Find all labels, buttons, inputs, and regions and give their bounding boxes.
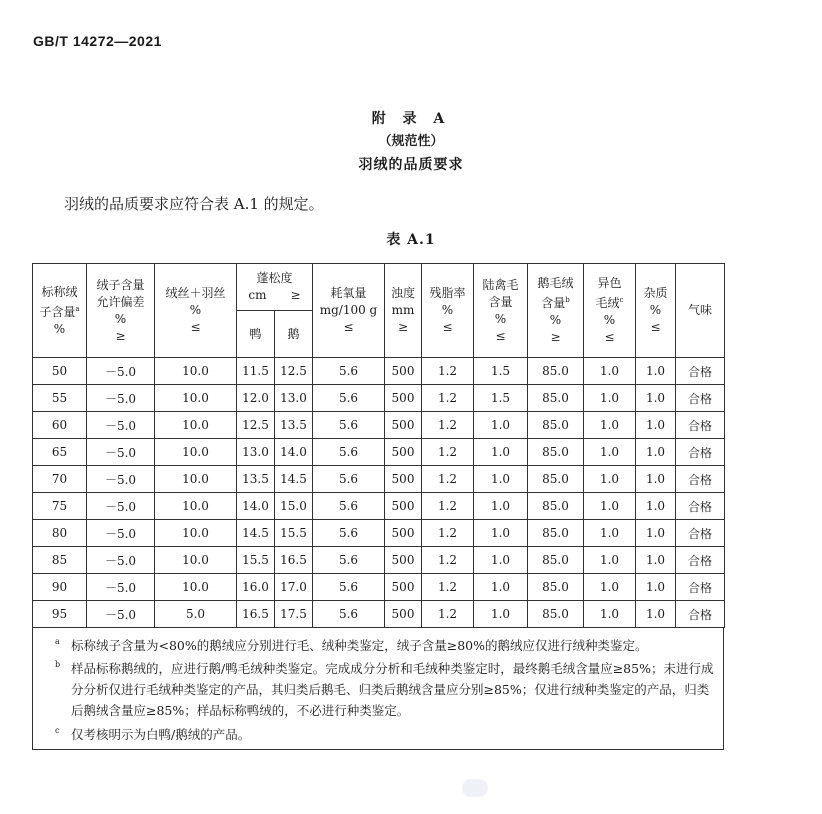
table-cell: 75: [33, 493, 87, 520]
table-cell: 14.0: [275, 439, 313, 466]
table-cell: 1.0: [474, 601, 528, 628]
table-cell: 10.0: [155, 547, 237, 574]
table-cell: 95: [33, 601, 87, 628]
table-cell: 1.0: [636, 574, 676, 601]
table-cell: 15.5: [275, 520, 313, 547]
table-cell: 合格: [676, 412, 725, 439]
header-goose: 鹅: [275, 311, 313, 358]
table-cell: 合格: [676, 439, 725, 466]
table-cell: －5.0: [87, 466, 155, 493]
table-cell: 90: [33, 574, 87, 601]
header-goose-down: 鹅毛绒 含量$^b$ % ≥: [528, 264, 584, 358]
table-row: [33, 520, 725, 547]
table-cell: 1.5: [474, 358, 528, 385]
table-cell: 85.0: [528, 439, 584, 466]
note-a: a 标称绒子含量为<80%的鹅绒应分别进行毛、绒种类鉴定，绒子含量≥80%的鹅绒应仅进行绒种类鉴定。: [55, 637, 648, 653]
table-cell: 1.0: [636, 466, 676, 493]
table-cell: 合格: [676, 493, 725, 520]
table-cell: 85.0: [528, 385, 584, 412]
table-cell: 500: [385, 601, 422, 628]
table-cell: 10.0: [155, 520, 237, 547]
table-cell: 10.0: [155, 358, 237, 385]
table-cell: 15.0: [275, 493, 313, 520]
table-cell: 85: [33, 547, 87, 574]
table-cell: 50: [33, 358, 87, 385]
table-cell: 10.0: [155, 385, 237, 412]
table-cell: 5.6: [313, 601, 385, 628]
table-cell: －5.0: [87, 520, 155, 547]
table-row: [33, 358, 725, 385]
table-row: [33, 493, 725, 520]
header-fat: 残脂率 % ≤: [422, 264, 474, 358]
table-cell: 1.0: [636, 493, 676, 520]
table-cell: 1.0: [584, 601, 636, 628]
table-cell: 13.5: [275, 412, 313, 439]
appendix-title-block: [0, 108, 822, 176]
table-cell: 16.5: [275, 547, 313, 574]
table-cell: 5.6: [313, 574, 385, 601]
table-body: [33, 358, 725, 628]
table-cell: 1.0: [636, 520, 676, 547]
header-impurity: 杂质 % ≤: [636, 264, 676, 358]
table-cell: 1.2: [422, 439, 474, 466]
table-cell: 1.0: [636, 601, 676, 628]
table-cell: 合格: [676, 574, 725, 601]
header-down-fiber: 绒丝＋羽丝 % ≤: [155, 264, 237, 358]
table-title: 表 A.1: [386, 232, 436, 248]
table-cell: 1.0: [636, 547, 676, 574]
table-cell: 16.5: [237, 601, 275, 628]
table-cell: 11.5: [237, 358, 275, 385]
table-cell: 500: [385, 412, 422, 439]
table-row: [33, 466, 725, 493]
table-cell: 65: [33, 439, 87, 466]
header-oxygen: 耗氧量 mg/100 g ≤: [313, 264, 385, 358]
table-cell: 1.0: [584, 358, 636, 385]
note-b: b 样品标称鹅绒的，应进行鹅/鸭毛绒种类鉴定。完成成分分析和毛绒种类鉴定时，最终鹅毛绒含量应≥85%；未进行成分分析仅进行毛绒种类鉴定的产品，其归类后鹅毛、归类后鹅绒含量应分别≥85%；仅进行绒种类鉴定的产品，归类后鹅绒含量应≥85%；样品标称鸭绒的，不必进行种类鉴定。: [55, 660, 714, 718]
table-cell: 500: [385, 547, 422, 574]
table-cell: 合格: [676, 601, 725, 628]
table-cell: 60: [33, 412, 87, 439]
standard-code: GB/T 14272—2021: [33, 33, 162, 49]
table-cell: 85.0: [528, 574, 584, 601]
header-down-content: 标称绒 子含量$^a$ %: [33, 264, 87, 358]
table-row: [33, 601, 725, 628]
table-cell: －5.0: [87, 574, 155, 601]
header-foreign: 异色 毛绒$^c$ % ≤: [584, 264, 636, 358]
table-cell: 12.0: [237, 385, 275, 412]
table-cell: －5.0: [87, 412, 155, 439]
table-cell: 85.0: [528, 358, 584, 385]
table-cell: 1.2: [422, 466, 474, 493]
table-cell: 1.0: [584, 574, 636, 601]
table-cell: 1.5: [474, 385, 528, 412]
table-cell: 12.5: [275, 358, 313, 385]
table-cell: －5.0: [87, 601, 155, 628]
table-cell: 13.5: [237, 466, 275, 493]
table-cell: 5.6: [313, 466, 385, 493]
table-cell: 5.6: [313, 520, 385, 547]
header-turbidity: 浊度 mm ≥: [385, 264, 422, 358]
table-cell: 5.6: [313, 547, 385, 574]
table-cell: 1.0: [636, 385, 676, 412]
table-cell: 10.0: [155, 439, 237, 466]
table-cell: 合格: [676, 385, 725, 412]
table-cell: 1.0: [584, 385, 636, 412]
table-cell: 5.6: [313, 358, 385, 385]
table-cell: 85.0: [528, 547, 584, 574]
header-deviation: 绒子含量 允许偏差 % ≥: [87, 264, 155, 358]
table-cell: 1.0: [584, 547, 636, 574]
table-cell: 80: [33, 520, 87, 547]
table-cell: 70: [33, 466, 87, 493]
table-cell: 85.0: [528, 520, 584, 547]
table-cell: 85.0: [528, 601, 584, 628]
header-duck: 鸭: [237, 311, 275, 358]
table-cell: 16.0: [237, 574, 275, 601]
table-cell: 合格: [676, 547, 725, 574]
table-row: [33, 412, 725, 439]
table-cell: 15.5: [237, 547, 275, 574]
table-cell: 合格: [676, 358, 725, 385]
table-cell: 500: [385, 466, 422, 493]
table-cell: 5.6: [313, 439, 385, 466]
table-cell: 85.0: [528, 466, 584, 493]
table-cell: 55: [33, 385, 87, 412]
table-cell: 1.0: [584, 466, 636, 493]
intro-paragraph: 羽绒的品质要求应符合表 A.1 的规定。: [64, 195, 324, 213]
table-cell: 10.0: [155, 466, 237, 493]
table-cell: －5.0: [87, 358, 155, 385]
header-landfowl: 陆禽毛 含量 % ≤: [474, 264, 528, 358]
table-cell: 12.5: [237, 412, 275, 439]
table-row: [33, 439, 725, 466]
table-cell: －5.0: [87, 547, 155, 574]
table-cell: 1.2: [422, 412, 474, 439]
table-row: [33, 547, 725, 574]
table-cell: 1.0: [584, 520, 636, 547]
table-cell: 1.0: [636, 439, 676, 466]
quality-requirements-table: [32, 263, 725, 628]
table-row: [33, 385, 725, 412]
table-cell: 1.0: [474, 466, 528, 493]
table-cell: 1.0: [474, 439, 528, 466]
table-cell: 500: [385, 520, 422, 547]
table-cell: 14.0: [237, 493, 275, 520]
table-cell: 1.2: [422, 574, 474, 601]
table-cell: 1.2: [422, 493, 474, 520]
table-cell: 500: [385, 439, 422, 466]
header-odor: 气味: [676, 264, 725, 358]
table-cell: 13.0: [275, 385, 313, 412]
table-cell: 10.0: [155, 412, 237, 439]
table-cell: 5.6: [313, 412, 385, 439]
table-cell: 合格: [676, 520, 725, 547]
table-cell: 500: [385, 358, 422, 385]
table-cell: 10.0: [155, 574, 237, 601]
table-cell: 5.0: [155, 601, 237, 628]
table-cell: 17.0: [275, 574, 313, 601]
watermark-logo: [462, 779, 488, 797]
table-cell: －5.0: [87, 385, 155, 412]
table-cell: 1.0: [636, 358, 676, 385]
table-cell: 500: [385, 574, 422, 601]
table-cell: 17.5: [275, 601, 313, 628]
table-cell: 500: [385, 385, 422, 412]
table-cell: 1.0: [474, 493, 528, 520]
table-cell: 1.0: [474, 547, 528, 574]
table-row: [33, 574, 725, 601]
table-cell: －5.0: [87, 439, 155, 466]
header-fill-power: 蓬松度 cm ≥: [237, 264, 313, 311]
table-cell: 13.0: [237, 439, 275, 466]
table-cell: 1.0: [584, 493, 636, 520]
table-cell: 1.2: [422, 601, 474, 628]
table-cell: 14.5: [275, 466, 313, 493]
appendix-subtitle: （规范性）: [378, 134, 444, 149]
appendix-title: 附 录 A: [371, 111, 451, 127]
table-cell: 1.2: [422, 520, 474, 547]
table-cell: 1.2: [422, 547, 474, 574]
table-cell: －5.0: [87, 493, 155, 520]
table-cell: 1.0: [474, 574, 528, 601]
table-cell: 14.5: [237, 520, 275, 547]
table-cell: 1.0: [474, 412, 528, 439]
appendix-heading: 羽绒的品质要求: [358, 157, 464, 173]
table-notes: [32, 627, 724, 750]
table-cell: 5.6: [313, 385, 385, 412]
table-cell: 10.0: [155, 493, 237, 520]
table-cell: 1.2: [422, 385, 474, 412]
table-cell: 85.0: [528, 493, 584, 520]
table-cell: 85.0: [528, 412, 584, 439]
table-cell: 1.0: [584, 412, 636, 439]
table-cell: 5.6: [313, 493, 385, 520]
note-c: c 仅考核明示为白鸭/鹅绒的产品。: [55, 726, 251, 742]
table-cell: 500: [385, 493, 422, 520]
table-cell: 1.0: [636, 412, 676, 439]
table-cell: 1.0: [474, 520, 528, 547]
table-cell: 合格: [676, 466, 725, 493]
table-cell: 1.0: [584, 439, 636, 466]
table-cell: 1.2: [422, 358, 474, 385]
